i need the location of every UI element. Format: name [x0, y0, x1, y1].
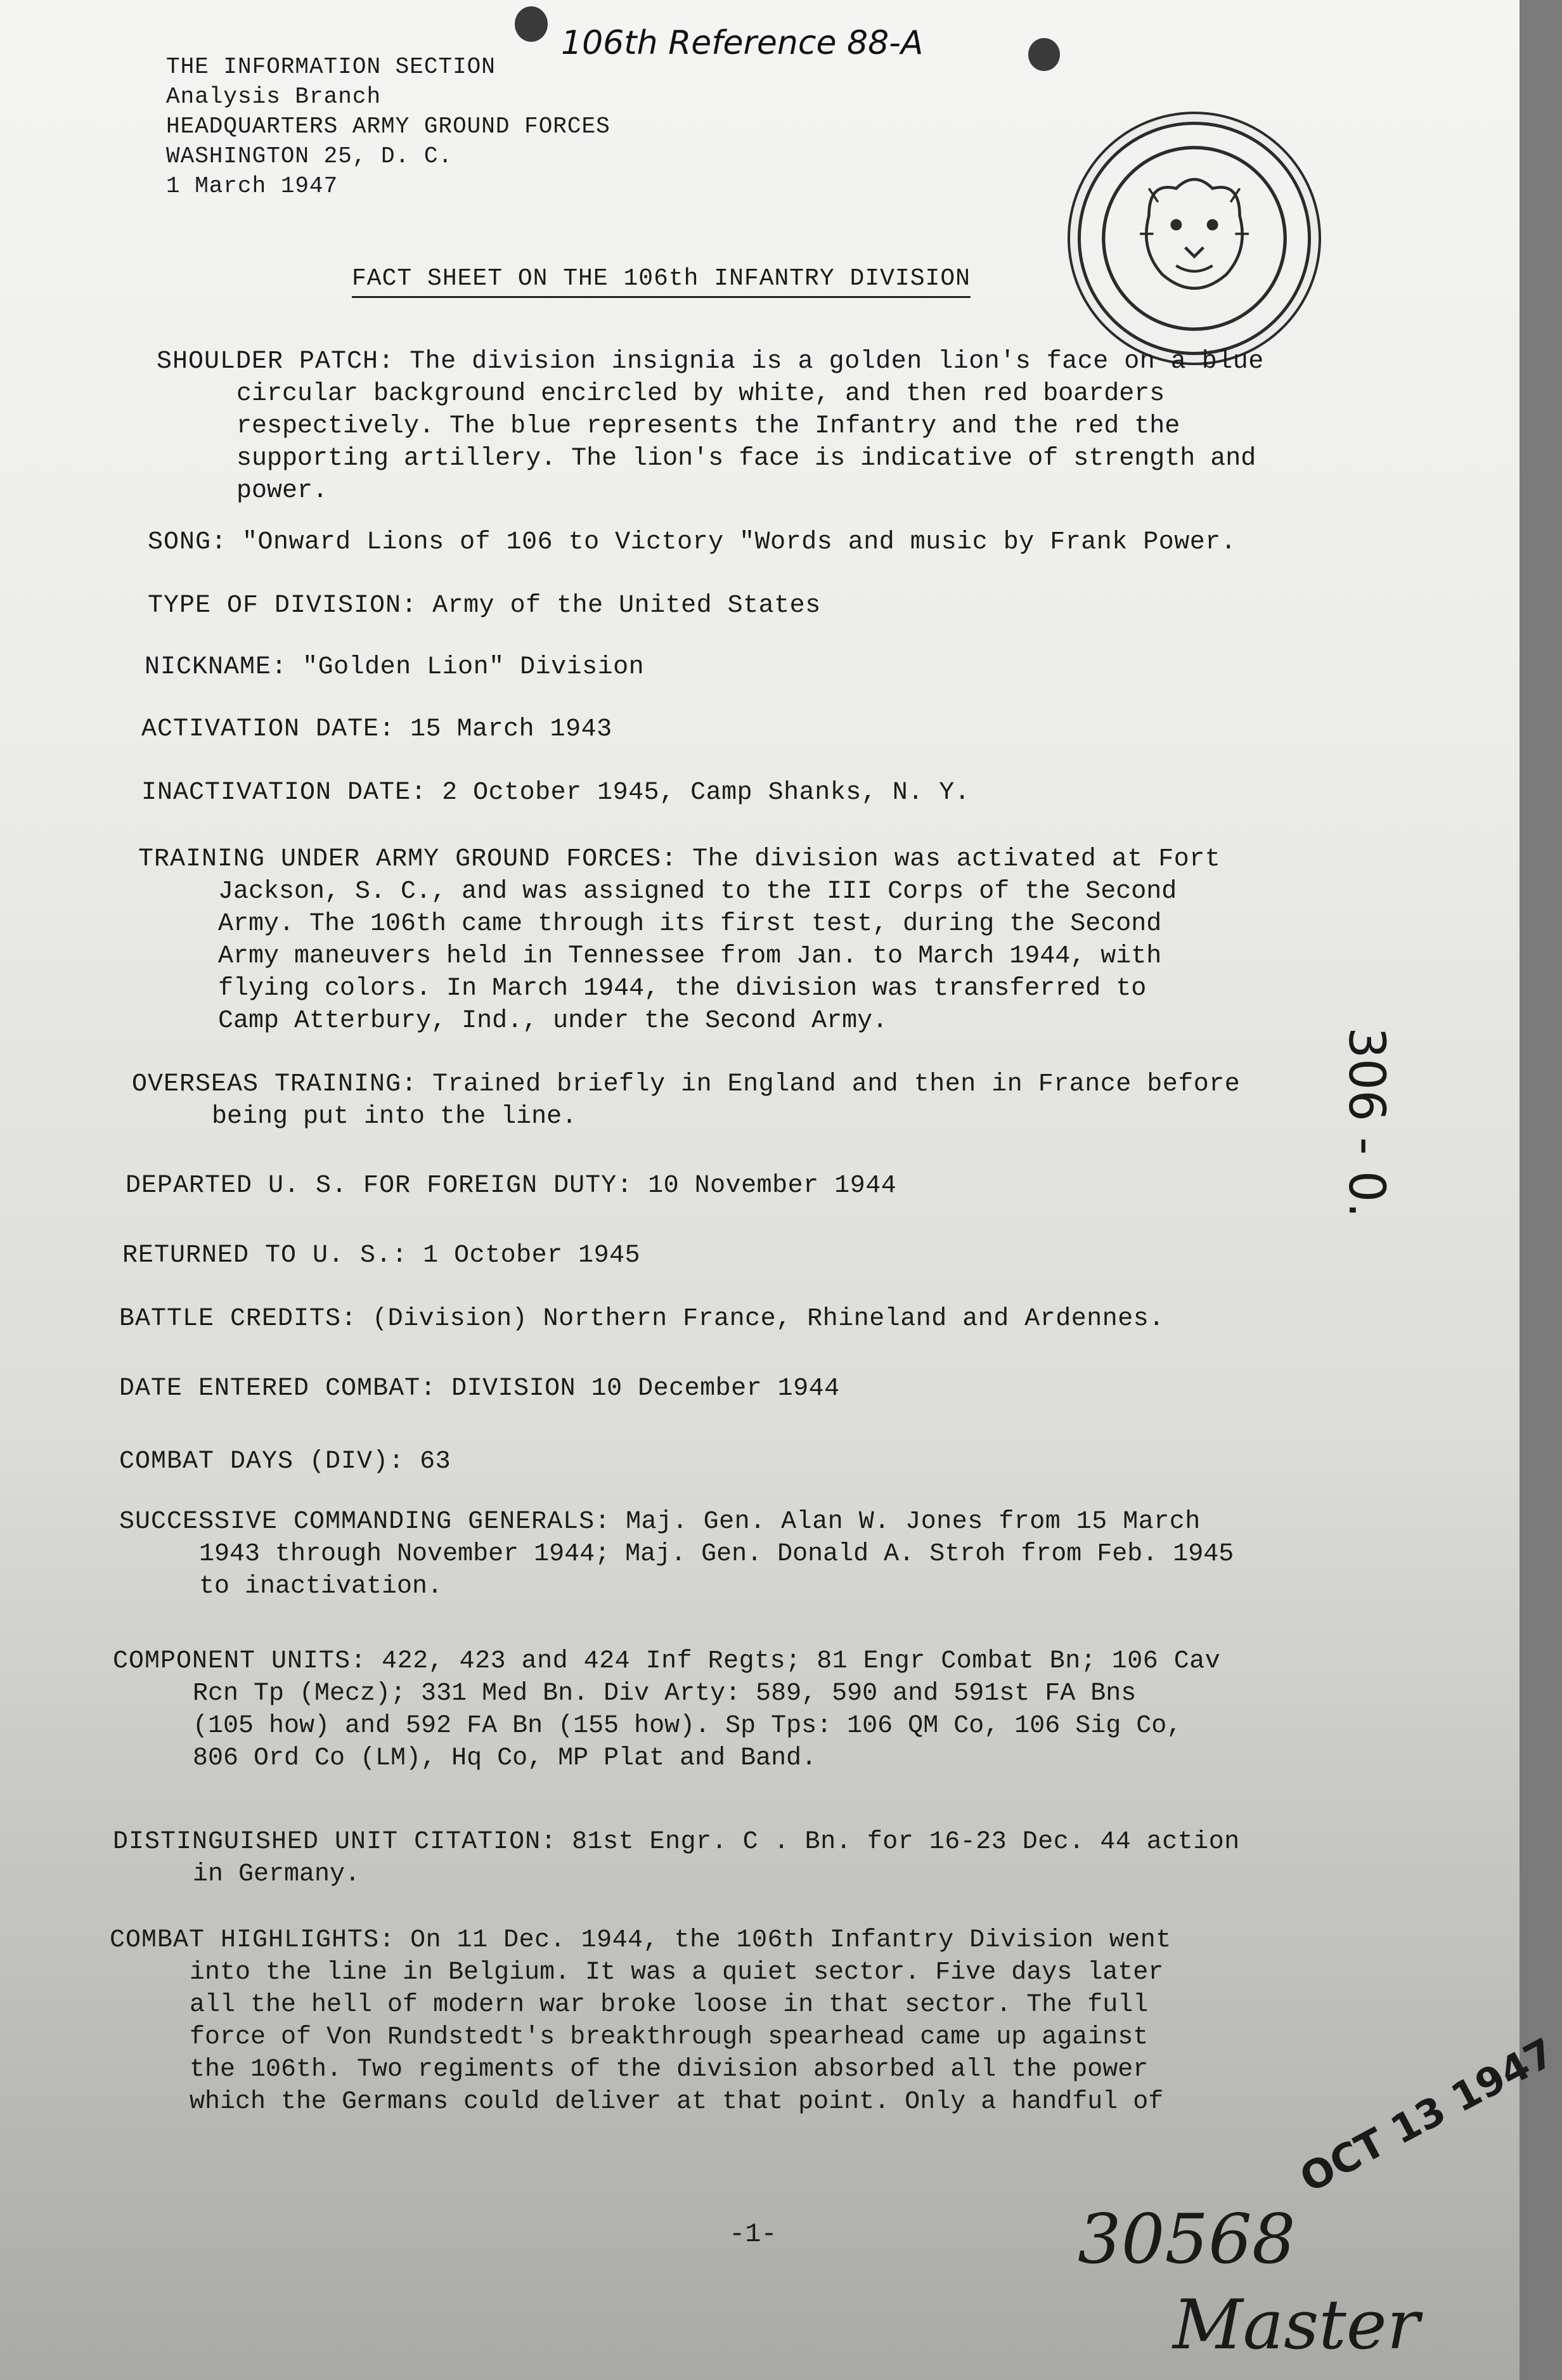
entry-text: Army of the United States — [432, 592, 821, 620]
entry-text: 1 October 1945 — [423, 1241, 641, 1270]
header-line: 1 March 1947 — [166, 173, 339, 199]
entry-text: all the hell of modern war broke loose in that sector. The full — [190, 1991, 1149, 2019]
handwritten-word: Master — [1173, 2286, 1420, 2365]
entry-battle-credits — [119, 1303, 1165, 1335]
entry-label: COMBAT DAYS (DIV): — [119, 1447, 405, 1476]
entry-label: TRAINING UNDER ARMY GROUND FORCES: — [138, 845, 678, 874]
entry-label: COMBAT HIGHLIGHTS: — [110, 1926, 396, 1955]
entry-text: Army. The 106th came through its first test, during the Second — [218, 910, 1162, 938]
entry-text: The division was activated at Fort — [692, 845, 1221, 874]
entry-text: (105 how) and 592 FA Bn (155 how). Sp Tps: 106 QM Co, 106 Sig Co, — [193, 1712, 1182, 1740]
reference-label: 106th Reference 88-A — [561, 24, 924, 62]
entry-inactivation — [141, 777, 970, 809]
entry-text: force of Von Rundstedt's breakthrough spearhead came up against — [190, 2023, 1149, 2052]
entry-type — [148, 590, 821, 622]
entry-label: SONG: — [148, 528, 228, 557]
handwritten-number: 30568 — [1078, 2200, 1296, 2279]
date-stamp: OCT 13 1947 — [1292, 2029, 1562, 2202]
header-line: HEADQUARTERS ARMY GROUND FORCES — [166, 113, 610, 139]
entry-text: 422, 423 and 424 Inf Regts; 81 Engr Combat Bn; 106 Cav — [382, 1647, 1221, 1676]
entry-text: 81st Engr. C . Bn. for 16-23 Dec. 44 action — [572, 1828, 1240, 1856]
entry-label: NICKNAME: — [145, 653, 288, 682]
entry-label: SUCCESSIVE COMMANDING GENERALS: — [119, 1508, 611, 1536]
handwritten-margin-note: 306 - 0. — [1338, 1027, 1395, 1219]
entry-activation — [141, 713, 612, 746]
entry-overseas — [132, 1068, 1240, 1133]
entry-text: into the line in Belgium. It was a quiet sector. Five days later — [190, 1958, 1164, 1987]
entry-unit-citation — [113, 1826, 1240, 1891]
entry-text: Army maneuvers held in Tennessee from Jan. to March 1944, with — [218, 942, 1162, 971]
entry-text: "Golden Lion" Division — [302, 653, 645, 682]
entry-text: (Division) Northern France, Rhineland and Ardennes. — [372, 1305, 1165, 1333]
entry-nickname — [145, 651, 644, 683]
entry-text: flying colors. In March 1944, the division was transferred to — [218, 974, 1147, 1003]
entry-label: DEPARTED U. S. FOR FOREIGN DUTY: — [126, 1172, 633, 1200]
entry-text: 2 October 1945, Camp Shanks, N. Y. — [442, 779, 971, 807]
entry-text: On 11 Dec. 1944, the 106th Infantry Division went — [410, 1926, 1172, 1955]
entry-text: circular background encircled by white, and then red boarders — [236, 380, 1165, 408]
header-line: Analysis Branch — [166, 84, 382, 110]
entry-label: SHOULDER PATCH: — [157, 347, 395, 376]
page-number: -1- — [729, 2219, 777, 2249]
entry-song — [148, 526, 1236, 559]
entry-label: TYPE OF DIVISION: — [148, 592, 418, 620]
entry-component-units — [113, 1645, 1220, 1775]
entry-text: The division insignia is a golden lion's face on a blue — [410, 347, 1264, 376]
entry-text: respectively. The blue represents the Infantry and the red the — [236, 412, 1180, 441]
entry-text: being put into the line. — [212, 1103, 578, 1131]
entry-returned — [122, 1239, 640, 1272]
entry-text: Trained briefly in England and then in France before — [432, 1070, 1241, 1099]
entry-text: 15 March 1943 — [410, 715, 612, 744]
entry-label: ACTIVATION DATE: — [141, 715, 396, 744]
entry-date-entered-combat — [119, 1373, 840, 1405]
entry-label: OVERSEAS TRAINING: — [132, 1070, 418, 1099]
document-title: FACT SHEET ON THE 106th INFANTRY DIVISION — [352, 265, 971, 298]
entry-text: Jackson, S. C., and was assigned to the III Corps of the Second — [218, 877, 1177, 906]
entry-text: the 106th. Two regiments of the division absorbed all the power — [190, 2055, 1149, 2084]
entry-shoulder-patch — [157, 346, 1264, 507]
header-line: WASHINGTON 25, D. C. — [166, 143, 453, 169]
header-line: THE INFORMATION SECTION — [166, 54, 496, 80]
entry-text: 10 November 1944 — [648, 1172, 897, 1200]
entry-label: INACTIVATION DATE: — [141, 779, 427, 807]
entry-text: 806 Ord Co (LM), Hq Co, MP Plat and Band. — [193, 1744, 817, 1773]
entry-text: Maj. Gen. Alan W. Jones from 15 March — [626, 1508, 1201, 1536]
entry-text: 1943 through November 1944; Maj. Gen. Donald A. Stroh from Feb. 1945 — [199, 1540, 1234, 1568]
entry-text: supporting artillery. The lion's face is indicative of strength and — [236, 444, 1256, 473]
entry-text: power. — [236, 477, 328, 505]
entry-text: in Germany. — [193, 1860, 361, 1889]
entry-combat-highlights — [110, 1924, 1172, 2118]
entry-combat-days — [119, 1445, 451, 1478]
entry-text: Rcn Tp (Mecz); 331 Med Bn. Div Arty: 589, 590 and 591st FA Bns — [193, 1679, 1137, 1708]
entry-label: DISTINGUISHED UNIT CITATION: — [113, 1828, 557, 1856]
entry-text: "Onward Lions of 106 to Victory "Words and music by Frank Power. — [242, 528, 1237, 557]
entry-training — [138, 843, 1220, 1037]
entry-label: RETURNED TO U. S.: — [122, 1241, 408, 1270]
entry-commanding-generals — [119, 1506, 1234, 1603]
entry-label: COMPONENT UNITS: — [113, 1647, 367, 1676]
entry-text: which the Germans could deliver at that point. Only a handful of — [190, 2088, 1164, 2116]
entry-text: DIVISION 10 December 1944 — [451, 1374, 840, 1403]
entry-departed — [126, 1170, 896, 1202]
entry-text: 63 — [420, 1447, 451, 1476]
entry-text: to inactivation. — [199, 1572, 443, 1601]
entry-text: Camp Atterbury, Ind., under the Second Army. — [218, 1007, 888, 1035]
entry-label: DATE ENTERED COMBAT: — [119, 1374, 437, 1403]
entry-label: BATTLE CREDITS: — [119, 1305, 358, 1333]
